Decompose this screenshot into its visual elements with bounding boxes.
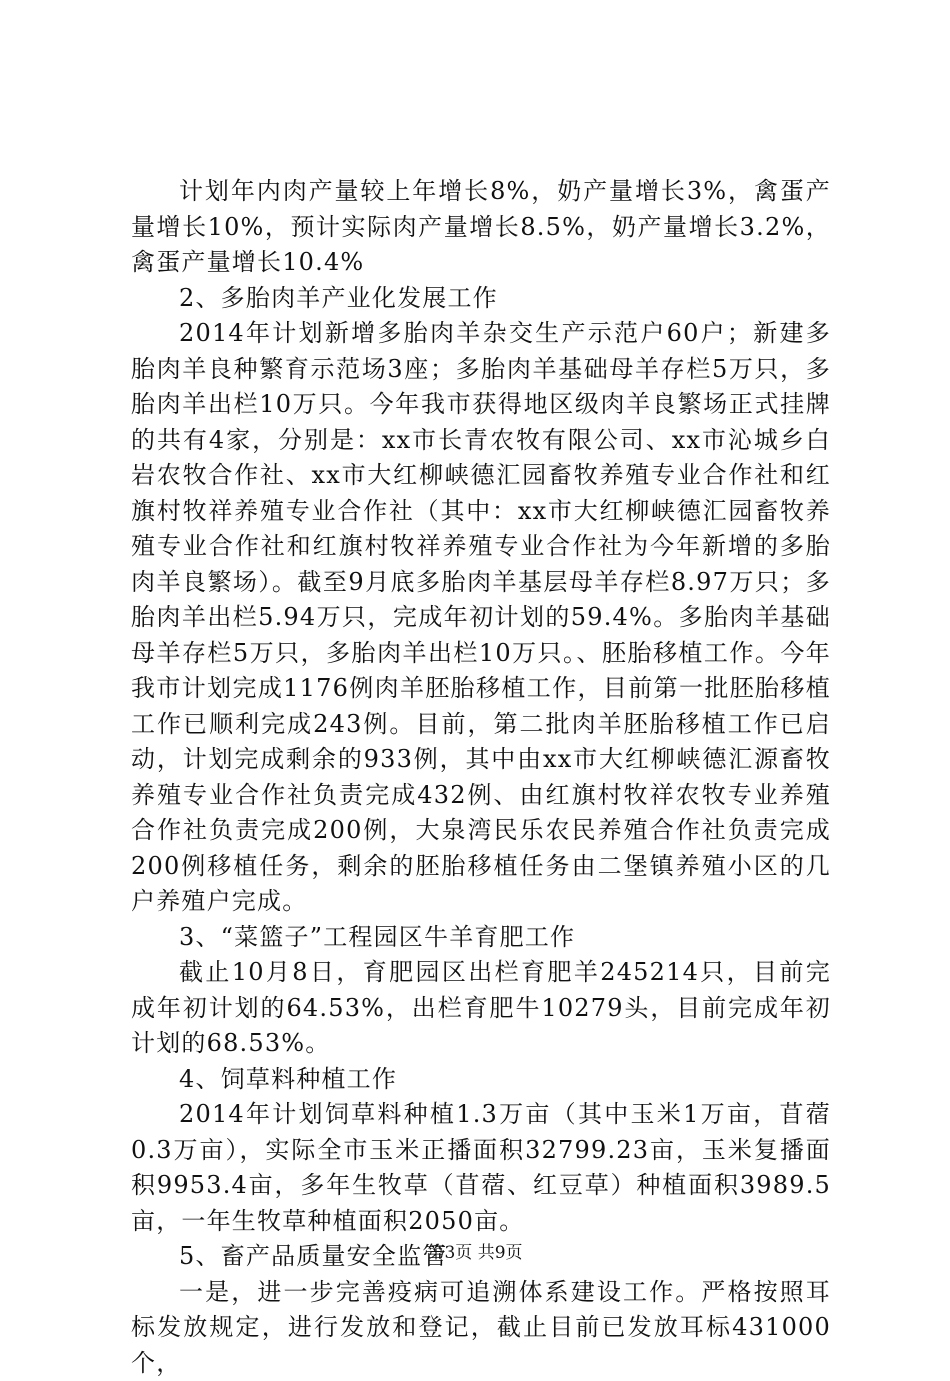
paragraph-traceability: 一是，进一步完善疫病可追溯体系建设工作。严格按照耳标发放规定，进行发放和登记，截止目前已发放耳标431000个，: [131, 1275, 831, 1381]
document-body: [131, 174, 831, 1381]
paragraph-multi-lamb-sheep: 2014年计划新增多胎肉羊杂交生产示范户60户；新建多胎肉羊良种繁育示范场3座；多胎肉羊基础母羊存栏5万只，多胎肉羊出栏10万只。今年我市获得地区级肉羊良繁场正式挂牌的共有4家，分别是：xx市长青农牧有限公司、xx市沁城乡白岩农牧合作社、xx市大红柳峡德汇园畜牧养殖专业合作社和红旗村牧祥养殖专业合作社（其中：xx市大红柳峡德汇园畜牧养殖专业合作社和红旗村牧祥养殖专业合作社为今年新增的多胎肉羊良繁场）。截至9月底多胎肉羊基层母羊存栏8.97万只；多胎肉羊出栏5.94万只，完成年初计划的59.4%。多胎肉羊基础母羊存栏5万只，多胎肉羊出栏10万只。、胚胎移植工作。今年我市计划完成1176例肉羊胚胎移植工作，目前第一批胚胎移植工作已顺利完成243例。目前，第二批肉羊胚胎移植工作已启动，计划完成剩余的933例，其中由xx市大红柳峡德汇源畜牧养殖专业合作社负责完成432例、由红旗村牧祥农牧专业养殖合作社负责完成200例，大泉湾民乐农民养殖合作社负责完成200例移植任务，剩余的胚胎移植任务由二堡镇养殖小区的几户养殖户完成。: [131, 316, 831, 920]
section-heading-4: 4、饲草料种植工作: [131, 1062, 831, 1098]
paragraph-fattening-park: 截止10月8日，育肥园区出栏育肥羊245214只，目前完成年初计划的64.53%，出栏育肥牛10279头，目前完成年初计划的68.53%。: [131, 955, 831, 1062]
section-heading-5: 5、畜产品质量安全监管: [131, 1239, 831, 1275]
page-number-footer: 第3页 共9页: [0, 1238, 950, 1263]
paragraph-forage-planting: 2014年计划饲草料种植1.3万亩（其中玉米1万亩，苜蓿0.3万亩），实际全市玉米正播面积32799.23亩，玉米复播面积9953.4亩，多年生牧草（苜蓿、红豆草）种植面积3989.5亩，一年生牧草种植面积2050亩。: [131, 1097, 831, 1239]
section-heading-2: 2、多胎肉羊产业化发展工作: [131, 281, 831, 317]
section-heading-3: 3、“菜篮子”工程园区牛羊育肥工作: [131, 920, 831, 956]
paragraph-production-growth: 计划年内肉产量较上年增长8%，奶产量增长3%，禽蛋产量增长10%，预计实际肉产量增长8.5%，奶产量增长3.2%，禽蛋产量增长10.4%: [131, 174, 831, 281]
